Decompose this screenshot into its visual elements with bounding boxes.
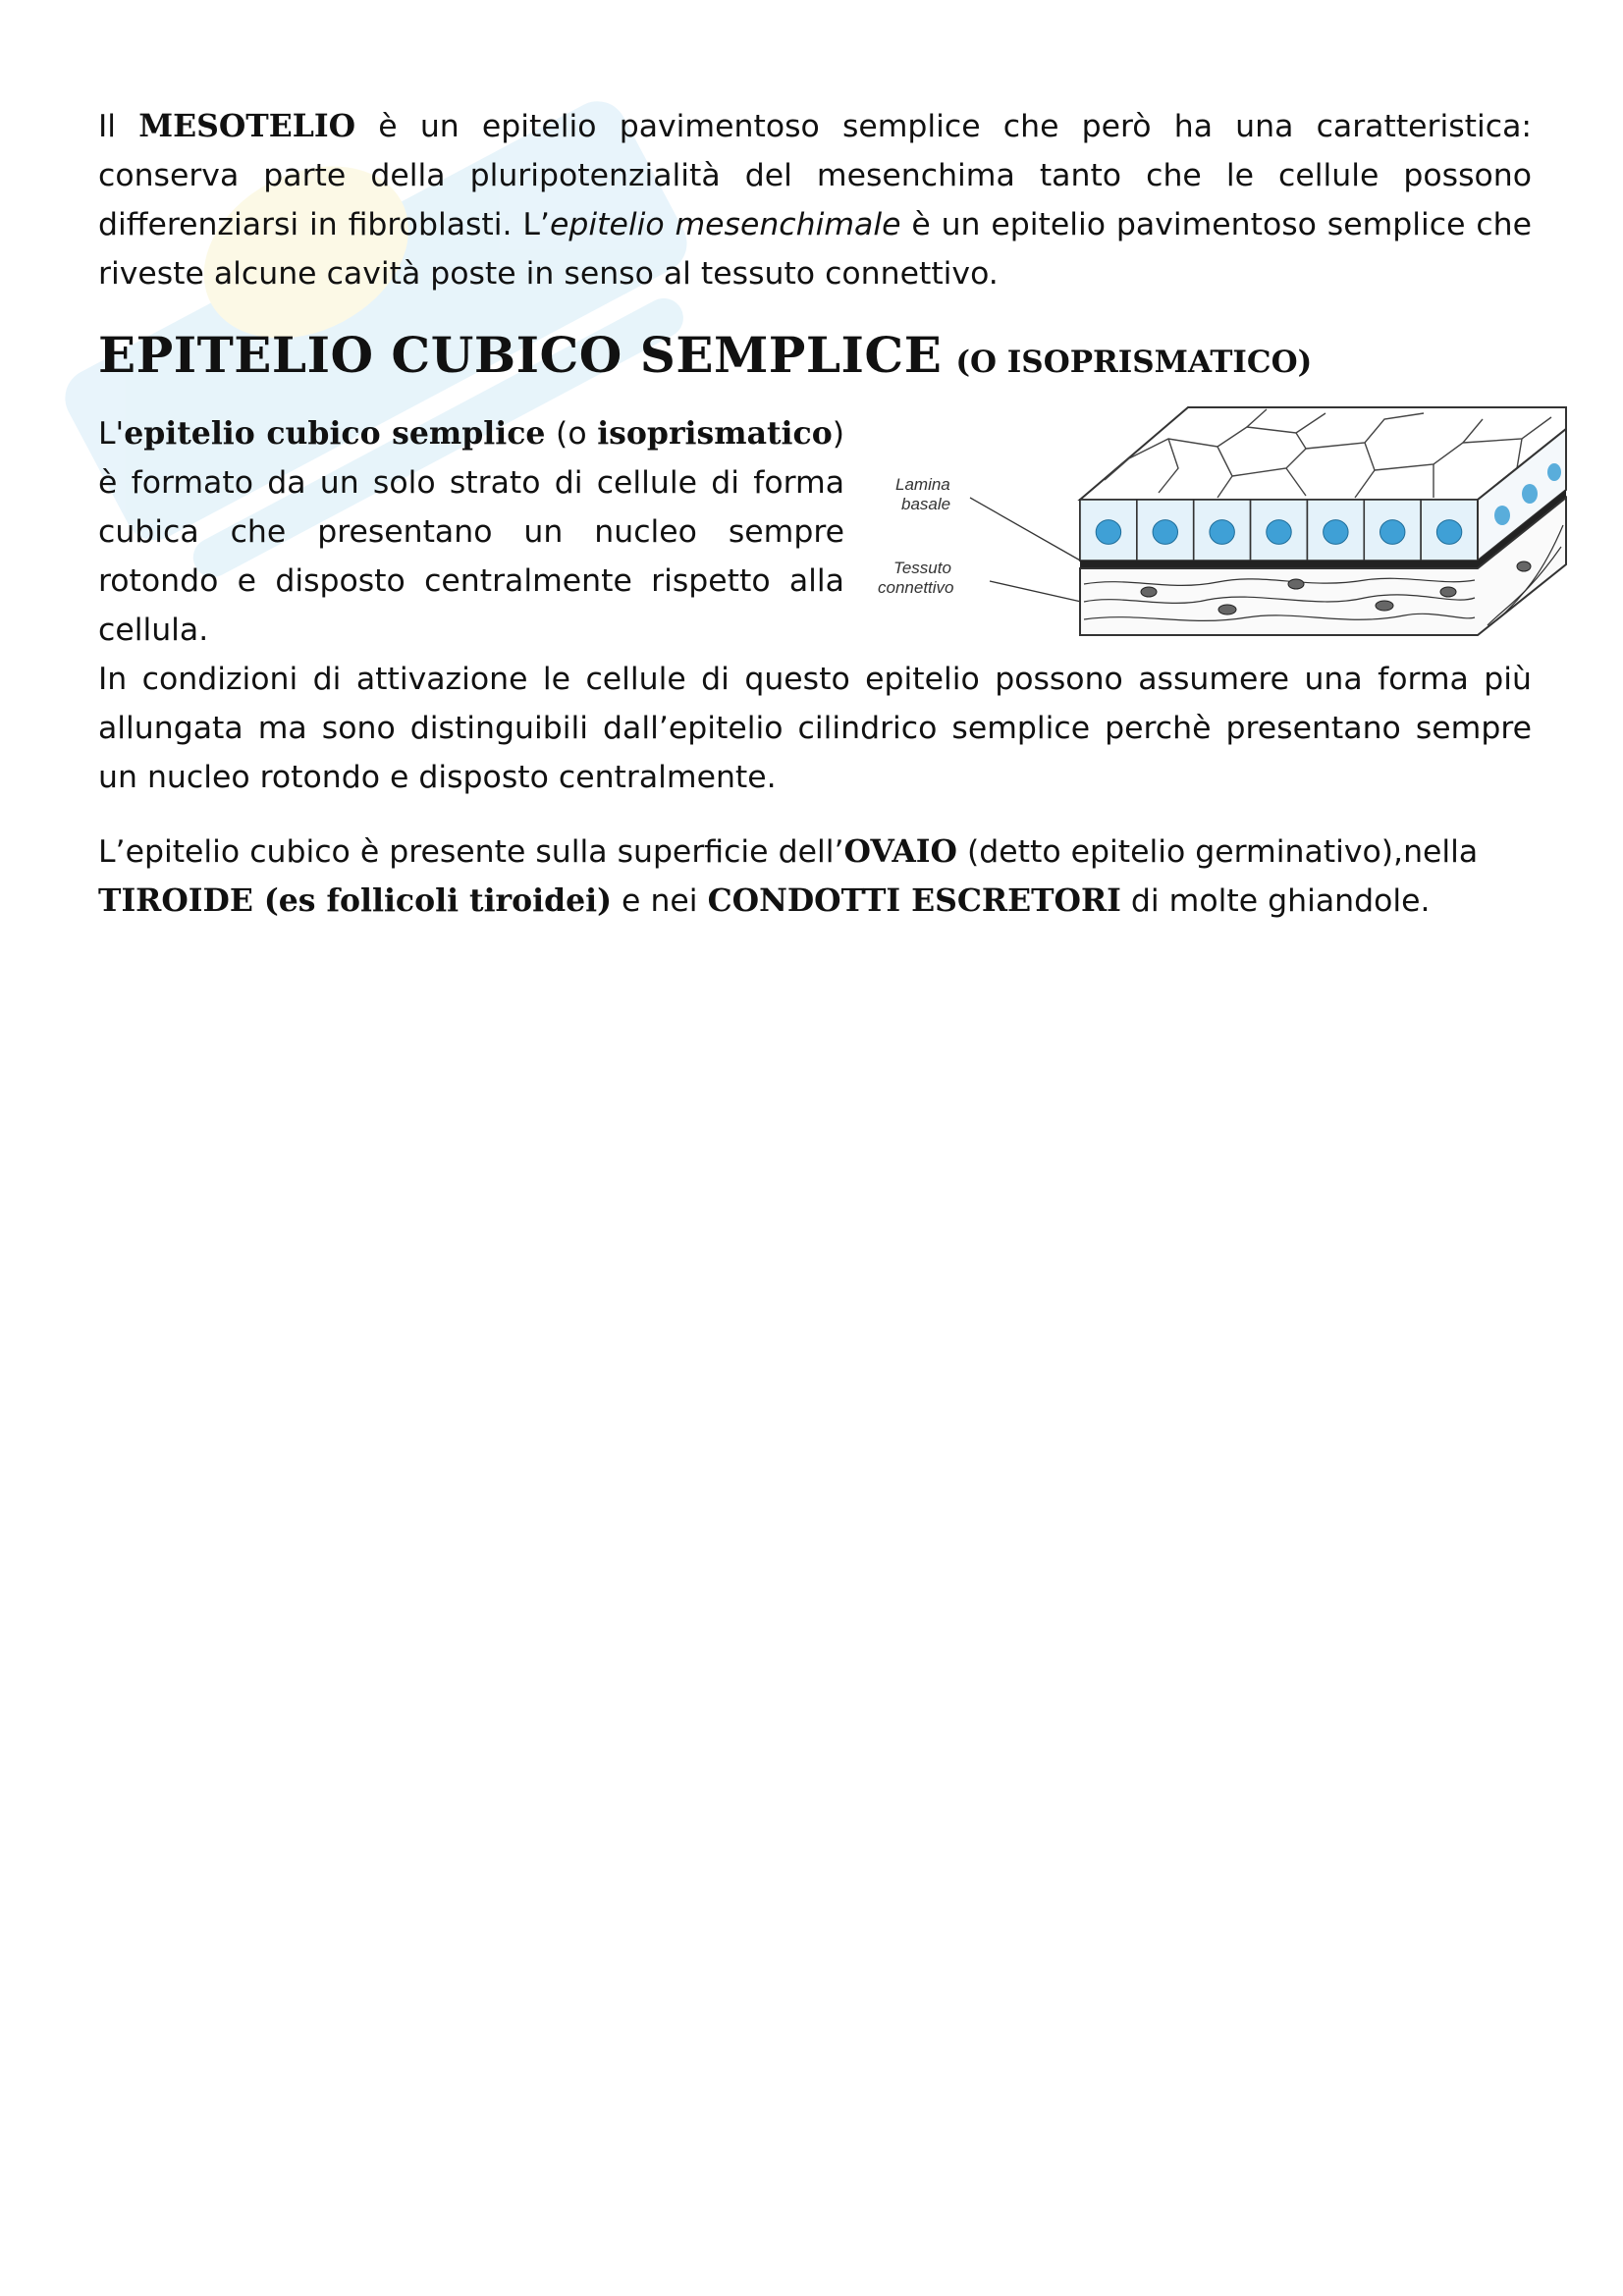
cell-nucleus (1210, 520, 1234, 545)
cell-nucleus (1324, 520, 1348, 545)
side-nucleus (1522, 484, 1538, 504)
side-nucleus (1547, 463, 1561, 481)
fibroblast (1288, 579, 1304, 589)
term-mesotelio: MESOTELIO (138, 108, 356, 144)
intro-block (98, 409, 1532, 655)
label-tessuto-connettivo-1: Tessuto (893, 559, 951, 577)
paragraph-mesotelio: Il MESOTELIO è un epitelio pavimentoso semplice che però ha una caratteristica: conserva parte della pluripotenzialità del mesenchima tanto che le cellule possono differenziarsi in fibroblasti. L’epitelio mesenchimale è un epitelio pavimentoso semplice che riveste alcune cavità poste in senso al tessuto connettivo. (98, 108, 1533, 292)
term-tiroide: TIROIDE (es follicoli tiroidei) (98, 882, 613, 919)
cell-row (1080, 500, 1478, 561)
label-tessuto-connettivo-2: connettivo (878, 578, 954, 597)
cell-nucleus (1436, 520, 1461, 545)
section-heading (98, 324, 1532, 394)
epithelium-top-surface (1080, 407, 1566, 500)
pointer-lamina (970, 498, 1082, 561)
document-page (98, 102, 1532, 926)
term-isoprismatico: isoprismatico (597, 415, 833, 452)
label-lamina-basale-2: basale (901, 495, 951, 513)
fibroblast (1440, 587, 1456, 597)
heading-sub: (O ISOPRISMATICO) (955, 345, 1313, 380)
term-epitelio-cubico: epitelio cubico semplice (124, 415, 546, 452)
term-ovaio: OVAIO (843, 833, 957, 870)
heading-main: EPITELIO CUBICO SEMPLICE (98, 326, 943, 384)
paragraph-cubico-definition: L'epitelio cubico semplice (o isoprismatico) è formato da un solo strato di cellule di forma cubica che presentano un nucleo sempre rotondo e disposto centralmente rispetto alla cellula. (98, 415, 844, 648)
fibroblast (1376, 601, 1393, 611)
term-epitelio-mesenchimale: epitelio mesenchimale (549, 207, 901, 242)
cell-nucleus (1267, 520, 1291, 545)
pointer-tessuto (990, 581, 1090, 604)
term-condotti-escretori: CONDOTTI ESCRETORI (707, 882, 1121, 919)
paragraph-localizzazione: L’epitelio cubico è presente sulla superficie dell’OVAIO (detto epitelio germinativo),nella TIROIDE (es follicoli tiroidei) e nei CONDOTTI ESCRETORI di molte ghiandole. (98, 833, 1479, 919)
label-lamina-basale-1: Lamina (895, 475, 950, 494)
fibroblast (1218, 605, 1236, 614)
side-nucleus (1494, 506, 1510, 525)
cell-nucleus (1380, 520, 1404, 545)
cuboidal-epithelium-figure (874, 400, 1571, 645)
cell-nucleus (1153, 520, 1177, 545)
fibroblast (1141, 587, 1157, 597)
paragraph-attivazione: In condizioni di attivazione le cellule di questo epitelio possono assumere una forma più allungata ma sono distinguibili dall’epitelio cilindrico semplice perchè presentano sempre un nucleo rotondo e disposto centralmente. (98, 662, 1532, 795)
fibroblast (1517, 561, 1531, 571)
cell-nucleus (1096, 520, 1120, 545)
